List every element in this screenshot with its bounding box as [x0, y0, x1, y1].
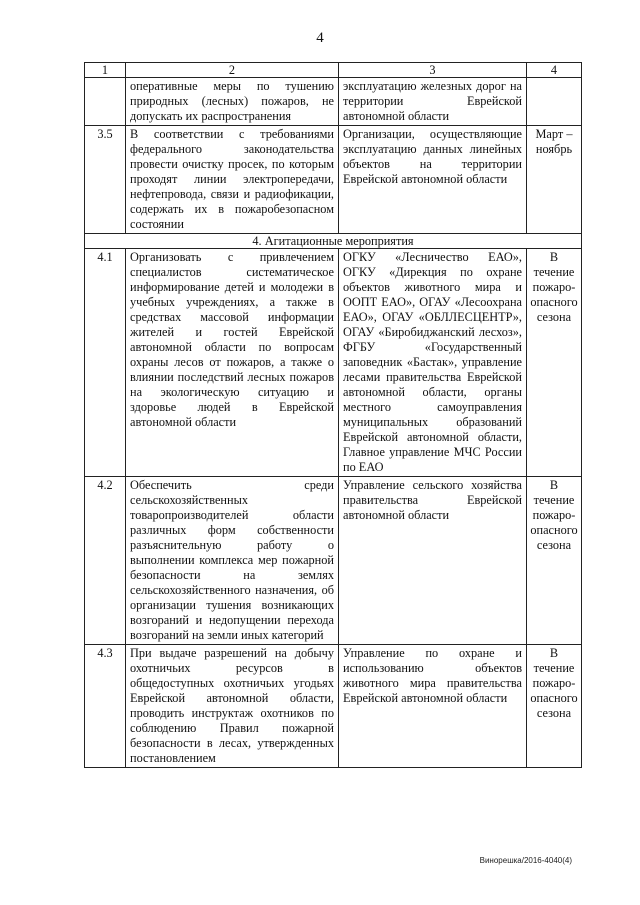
header-col-3: 3 [339, 63, 527, 78]
row-responsible: Управление сельского хозяйства правительства Еврейской автономной области [339, 477, 527, 645]
row-number: 4.1 [85, 249, 126, 477]
row-action: Обеспечить среди сельскохозяйственных товаропроизводителей области различных форм собственности разъяснительную работу о выполнении комплекса мер пожарной безопасности на землях сельскохозяйственного назначения, об организации тушения возникающих возгораний и недопущении перехода возгораний на земли иных категорий [126, 477, 339, 645]
row-term: В течение пожаро-опасного сезона [527, 249, 582, 477]
row-number: 4.2 [85, 477, 126, 645]
row-responsible: Организации, осуществляющие эксплуатацию данных линейных объектов на территории Еврейской автономной области [339, 126, 527, 234]
page-number: 4 [316, 30, 324, 46]
section-row [85, 234, 582, 249]
row-action: При выдаче разрешений на добычу охотничьих ресурсов в общедоступных охотничьих угодьях Еврейской автономной области, проводить инструктаж охотников по соблюдению Правил пожарной безопасности в лесах, утвержденных постановлением [126, 645, 339, 768]
row-term: Март – ноябрь [527, 126, 582, 234]
row-term: В течение пожаро-опасного сезона [527, 477, 582, 645]
row-responsible: Управление по охране и использованию объектов животного мира правительства Еврейской автономной области [339, 645, 527, 768]
row-action: В соответствии с требованиями федерального законодательства провести очистку просек, по которым проходят линии электропередачи, нефтепровода, связи и радиофикации, содержать их в пожаробезопасном состоянии [126, 126, 339, 234]
header-col-4: 4 [527, 63, 582, 78]
section-title: 4. Агитационные мероприятия [85, 234, 582, 249]
row-responsible: эксплуатацию железных дорог на территории Еврейской автономной области [339, 78, 527, 126]
table-header-row [85, 63, 582, 78]
table-row-4-2 [85, 477, 582, 645]
table-row-4-3 [85, 645, 582, 768]
table-row-4-1 [85, 249, 582, 477]
table-row-3-5 [85, 126, 582, 234]
row-term [527, 78, 582, 126]
table-row-continuation [85, 78, 582, 126]
row-action: Организовать с привлечением специалистов систематическое информирование детей и молодежи в учебных учреждениях, а также в средствах массовой информации жителей и гостей Еврейской автономной области по вопросам охраны лесов от пожаров, а также о влиянии последствий лесных пожаров на экологическую ситуацию и здоровье людей в Еврейской автономной области [126, 249, 339, 477]
document-code: Винорешка/2016-4040(4) [479, 856, 572, 865]
row-number: 4.3 [85, 645, 126, 768]
row-term: В течение пожаро-опасного сезона [527, 645, 582, 768]
header-col-2: 2 [126, 63, 339, 78]
row-action: оперативные меры по тушению природных (лесных) пожаров, не допускать их распространения [126, 78, 339, 126]
measures-table [84, 62, 582, 768]
row-number: 3.5 [85, 126, 126, 234]
row-responsible: ОГКУ «Лесничество ЕАО», ОГКУ «Дирекция по охране объектов животного мира и ООПТ ЕАО», ОГАУ «Лесоохрана ЕАО», ОГАУ «ОБЛЛЕСЦЕНТР», ОГАУ «Биробиджанский лесхоз», ФГБУ «Государственный заповедник «Бастак», управление лесами правительства Еврейской автономной области, органы местного самоуправления муниципальных образований Еврейской автономной области, Главное управление МЧС России по ЕАО [339, 249, 527, 477]
header-col-1: 1 [85, 63, 126, 78]
row-number [85, 78, 126, 126]
